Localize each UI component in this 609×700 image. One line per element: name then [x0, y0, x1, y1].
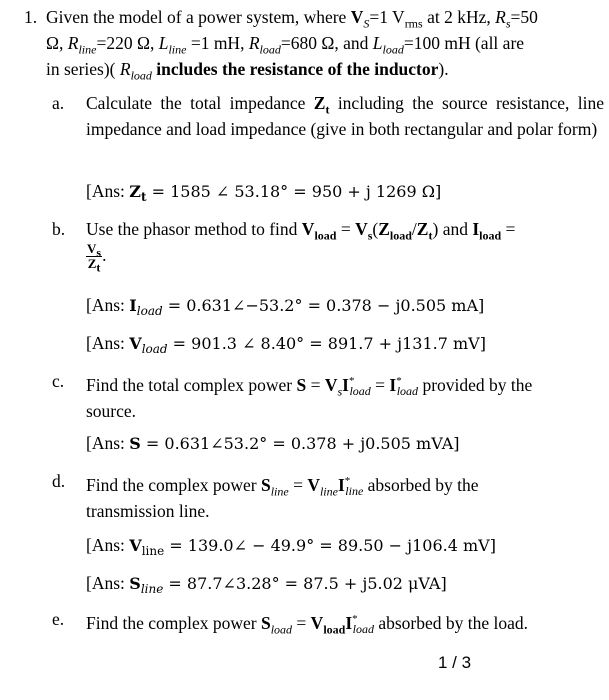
answer-b2: [Ans: $V_{load} = 901.3$ ∠ 8.40° = 891.7 + j131.7 mV] — [86, 333, 486, 357]
answer-a: [Ans: $Z_t = 1585$ ∠ 53.18° = 950 + j 1269 Ω] — [86, 181, 442, 205]
question-1 — [24, 4, 604, 82]
item-a: a. Calculate the total impedance $Z_t$ including the source resistance, line impedance and load impedance (give in both rectangular and polar form) — [52, 90, 604, 142]
answer-d1: [Ans: $V_{line}$ = 139.0∠ − 49.9° = 89.50 − j106.4 mV] — [86, 535, 496, 559]
item-e: e. Find the complex power $S_{load} = V_{load}I^*_{load}$ absorbed by the load. — [52, 606, 604, 636]
question-stem: Given the model of a power system, where $V_S=1$ $V_{rms}$ at 2 kHz, $R_s=50$ Ω, $R_{line}=220$ Ω, $L_{line} =1$ mH, $R_{load}=680$ Ω, and $L_{load}=100$ mH (all are in series)( $R_{load}$ includes the resistance of the inductor). — [46, 7, 538, 83]
item-a-text: Calculate the total impedance $Z_t$ including the source resistance, line impedance and load impedance (give in both rectangular and polar form) — [86, 93, 605, 139]
item-c: c. Find the total complex power $S = V_sI^*_{load} = I^*_{load}$ provided by the source. — [52, 368, 604, 424]
page-number: 1 / 3 — [438, 653, 472, 672]
item-d: d. Find the complex power $S_{line} = V_{line}I^*_{line}$ absorbed by the transmission line. — [52, 468, 604, 524]
vs-over-zt-fraction: $\frac{V_s}{Z_t}$ — [87, 241, 102, 276]
item-b-text: Use the phasor method to find $V_{load} = V_s(Z_{load}/Z_t)$ and $I_{load}$ = $\frac{V_s}{Z_t}$ . — [86, 219, 516, 276]
answer-d2: [Ans: $S_{line}$ = 87.7∠3.28° = 87.5 + j5.02 μVA] — [86, 573, 447, 597]
item-c-text: Find the total complex power $S = V_sI^*_{load} = I^*_{load}$ provided by the source. — [86, 374, 533, 421]
item-d-text: Find the complex power $S_{line} = V_{line}I^*_{line}$ absorbed by the transmission line. — [86, 474, 479, 521]
answer-b1: [Ans: $I_{load}$ = 0.631∠−53.2° = 0.378 − j0.505 mA] — [86, 295, 485, 319]
question-number: 1. — [24, 7, 38, 27]
item-e-text: Find the complex power $S_{load} = V_{load}I^*_{load}$ absorbed by the load. — [86, 612, 529, 637]
item-b: b. Use the phasor method to find $V_{load} = V_s(Z_{load}/Z_t)$ and $I_{load}$ = $\frac{V_s}{Z_t}$ . — [52, 216, 604, 271]
answer-c: [Ans: S = 0.631∠53.2° = 0.378 + j0.505 mVA] — [86, 433, 460, 453]
